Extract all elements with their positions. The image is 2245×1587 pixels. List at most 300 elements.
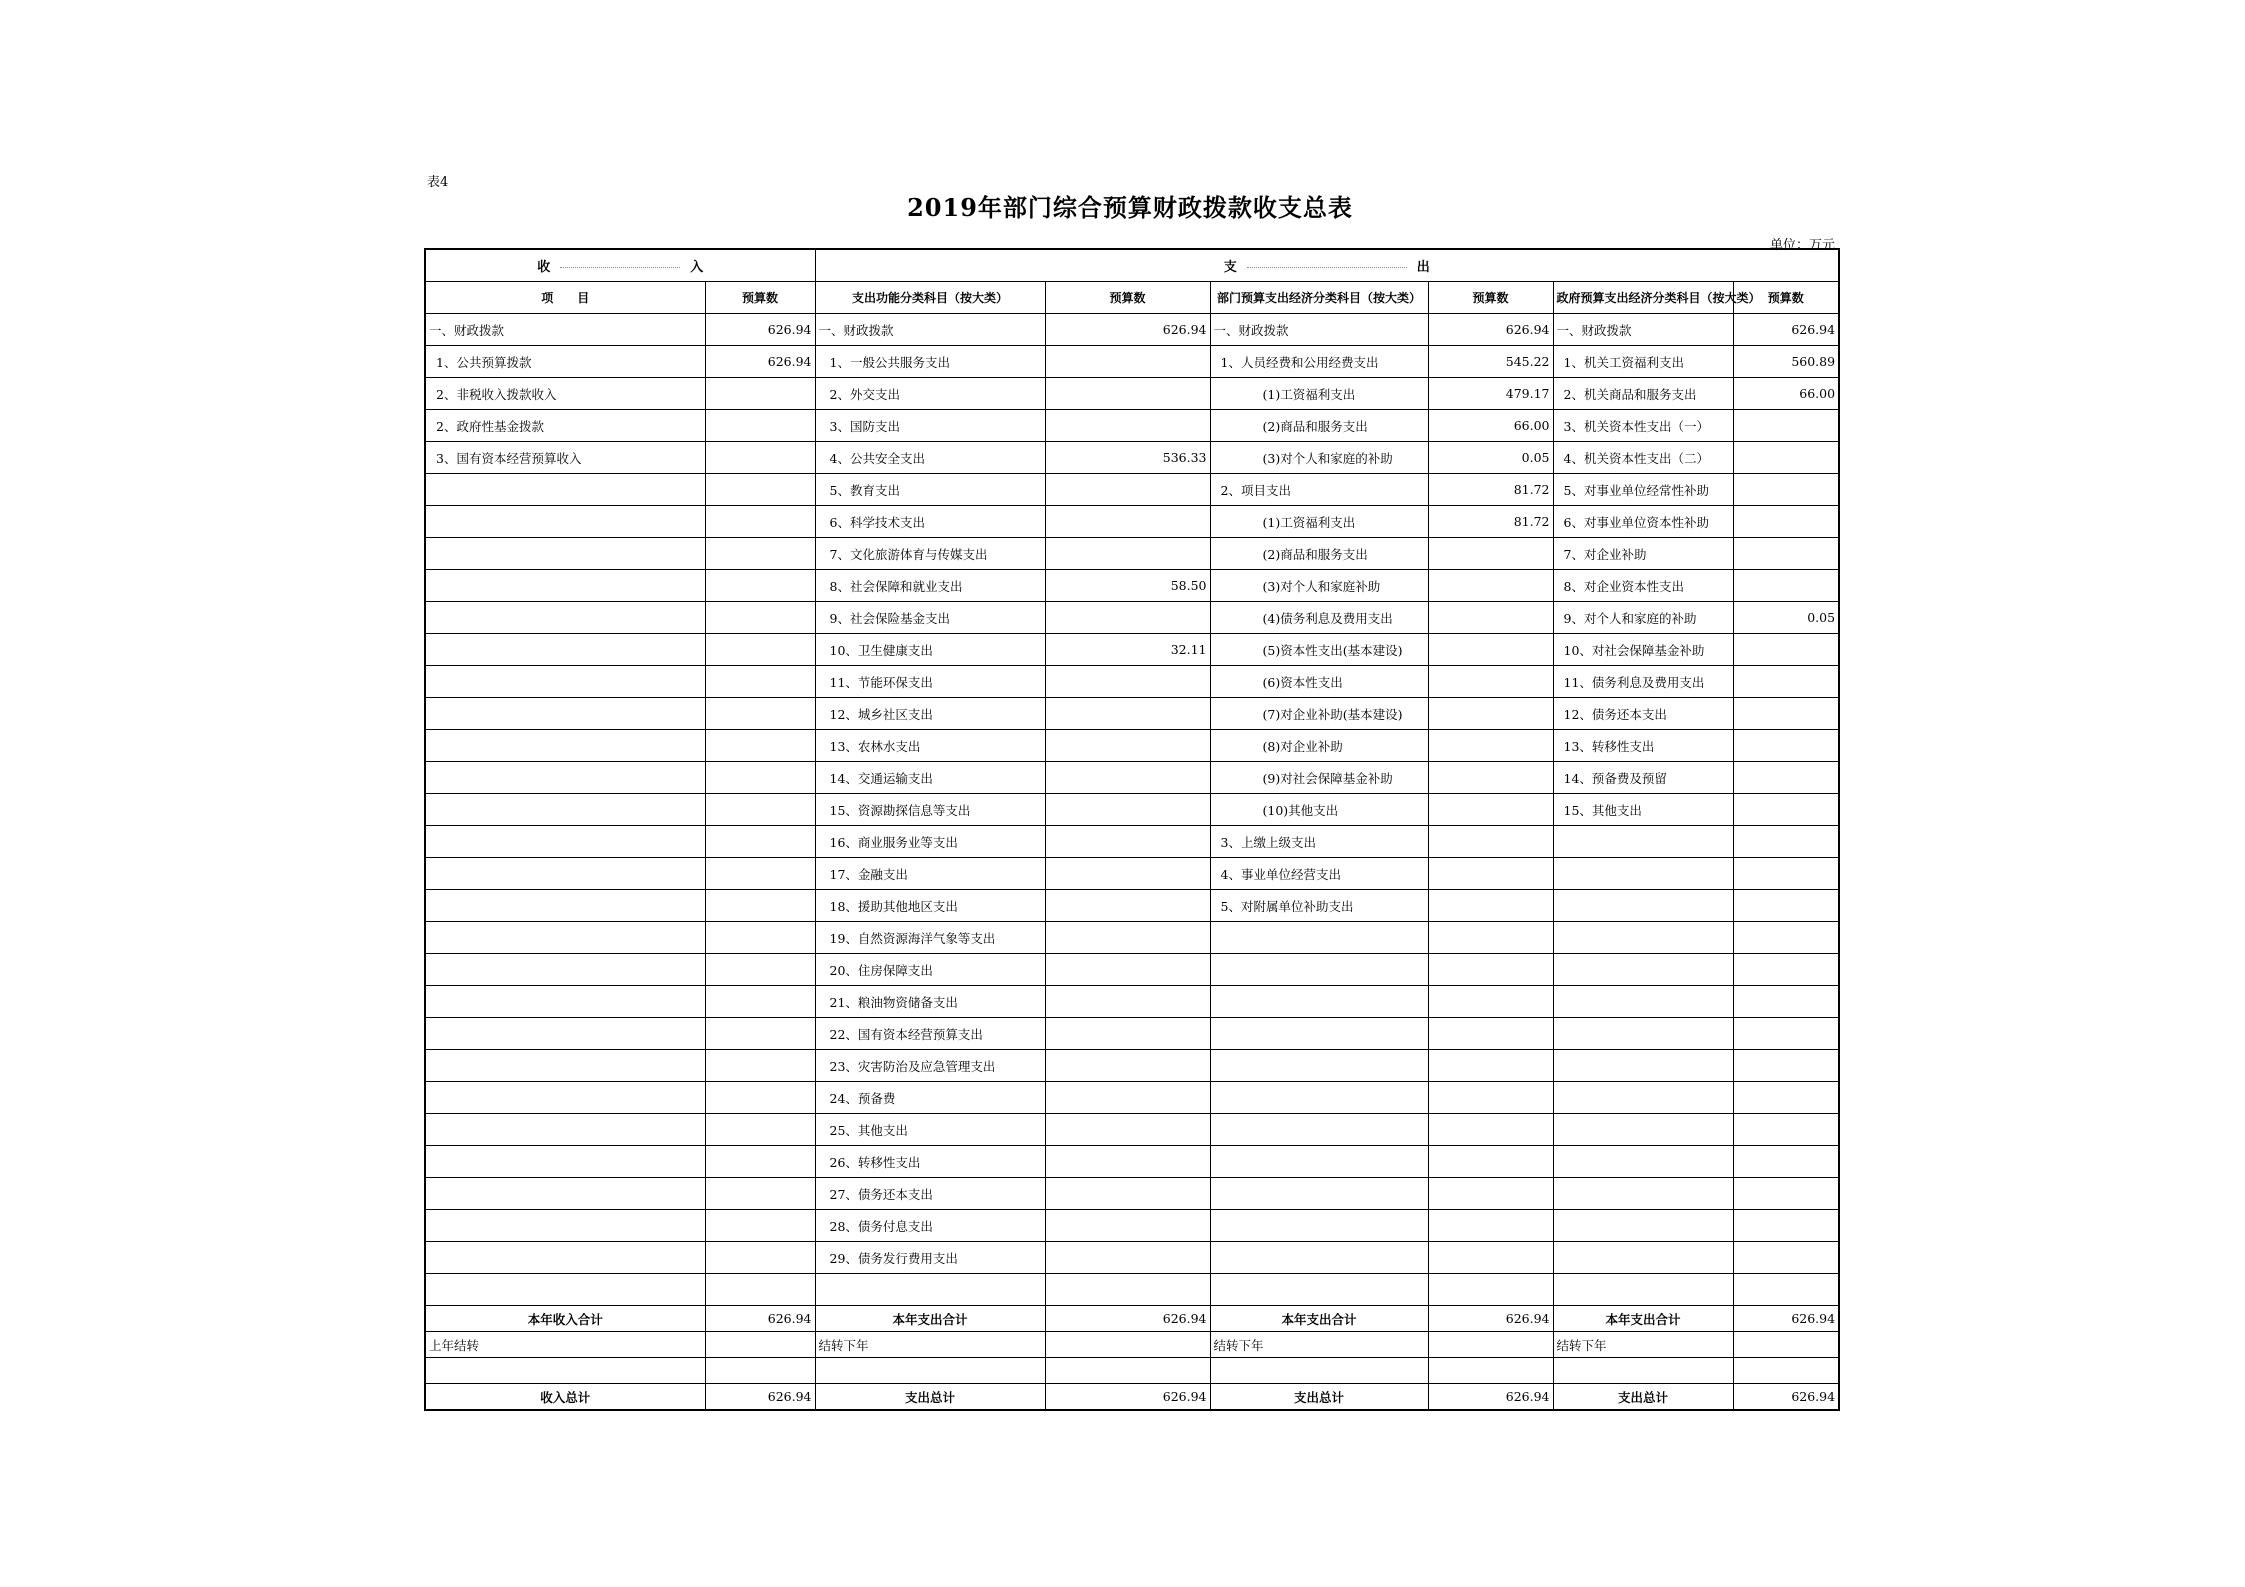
gov-econ-subject-cell	[1553, 986, 1733, 1018]
func-budget-cell	[1045, 1082, 1210, 1114]
cell-empty	[1733, 1332, 1839, 1358]
func-subject-cell: 17、金融支出	[815, 858, 1045, 890]
income-item-cell	[425, 986, 705, 1018]
gov-econ-subject-cell: 10、对社会保障基金补助	[1553, 634, 1733, 666]
income-item-cell	[425, 1178, 705, 1210]
expense-grand-total-label: 支出总计	[815, 1384, 1045, 1411]
income-budget-cell	[705, 1050, 815, 1082]
income-item-cell: 2、政府性基金拨款	[425, 410, 705, 442]
expense-func-grand-total: 626.94	[1045, 1384, 1210, 1411]
gov-econ-subject-cell: 7、对企业补助	[1553, 538, 1733, 570]
gov-econ-subject-cell	[1553, 1018, 1733, 1050]
income-budget-cell	[705, 1178, 815, 1210]
table-row	[425, 1242, 1839, 1274]
dept-econ-budget-cell	[1428, 730, 1553, 762]
dept-econ-budget-cell: 626.94	[1428, 314, 1553, 346]
table-row	[425, 538, 1839, 570]
cell-empty	[1428, 1358, 1553, 1384]
income-item-cell	[425, 762, 705, 794]
income-budget-cell	[705, 570, 815, 602]
func-subject-cell: 10、卫生健康支出	[815, 634, 1045, 666]
table-row	[425, 1050, 1839, 1082]
col-header-item: 项 目	[425, 282, 705, 314]
income-budget-cell	[705, 890, 815, 922]
dept-econ-budget-cell: 66.00	[1428, 410, 1553, 442]
table-row	[425, 410, 1839, 442]
income-budget-cell	[705, 986, 815, 1018]
income-grand-total: 626.94	[705, 1384, 815, 1411]
table-number: 表4	[427, 175, 449, 190]
gov-econ-subject-cell: 15、其他支出	[1553, 794, 1733, 826]
income-item-cell: 1、公共预算拨款	[425, 346, 705, 378]
income-budget-cell	[705, 698, 815, 730]
dept-econ-subject-cell	[1210, 1082, 1428, 1114]
func-subject-cell: 28、债务付息支出	[815, 1210, 1045, 1242]
table-row	[425, 602, 1839, 634]
dept-econ-budget-cell: 81.72	[1428, 506, 1553, 538]
dept-econ-budget-cell: 479.17	[1428, 378, 1553, 410]
dept-econ-subject-cell: (5)资本性支出(基本建设)	[1210, 634, 1428, 666]
gov-econ-budget-cell	[1733, 794, 1839, 826]
table-row	[425, 986, 1839, 1018]
func-subject-cell: 24、预备费	[815, 1082, 1045, 1114]
func-budget-cell: 536.33	[1045, 442, 1210, 474]
func-subject-cell: 27、债务还本支出	[815, 1178, 1045, 1210]
income-item-cell	[425, 506, 705, 538]
gov-econ-subject-cell: 12、债务还本支出	[1553, 698, 1733, 730]
gov-econ-subject-cell: 1、机关工资福利支出	[1553, 346, 1733, 378]
dept-econ-budget-cell	[1428, 794, 1553, 826]
dept-econ-subject-cell	[1210, 922, 1428, 954]
dept-econ-budget-cell	[1428, 538, 1553, 570]
cell-empty	[1210, 1358, 1428, 1384]
dept-econ-budget-cell	[1428, 1082, 1553, 1114]
gov-econ-budget-cell	[1733, 922, 1839, 954]
table-row	[425, 634, 1839, 666]
gov-econ-subject-cell: 13、转移性支出	[1553, 730, 1733, 762]
expense-dept-grand-total: 626.94	[1428, 1384, 1553, 1411]
dept-econ-subject-cell: (7)对企业补助(基本建设)	[1210, 698, 1428, 730]
dept-econ-budget-cell	[1428, 1018, 1553, 1050]
income-budget-cell	[705, 1210, 815, 1242]
func-budget-cell: 32.11	[1045, 634, 1210, 666]
income-budget-cell	[705, 1082, 815, 1114]
table-row	[425, 1274, 1839, 1306]
gov-econ-subject-cell: 14、预备费及预留	[1553, 762, 1733, 794]
cell-empty	[1733, 1358, 1839, 1384]
expense-year-total-label: 本年支出合计	[1553, 1306, 1733, 1332]
cell-empty	[705, 1332, 815, 1358]
income-item-cell	[425, 1018, 705, 1050]
func-subject-cell: 20、住房保障支出	[815, 954, 1045, 986]
expense-year-total-label: 本年支出合计	[1210, 1306, 1428, 1332]
income-item-cell	[425, 922, 705, 954]
func-budget-cell	[1045, 602, 1210, 634]
income-budget-cell	[705, 1146, 815, 1178]
func-subject-cell: 16、商业服务业等支出	[815, 826, 1045, 858]
table-row	[425, 346, 1839, 378]
func-subject-cell: 14、交通运输支出	[815, 762, 1045, 794]
income-item-cell	[425, 890, 705, 922]
dept-econ-budget-cell	[1428, 922, 1553, 954]
func-budget-cell	[1045, 666, 1210, 698]
dept-econ-subject-cell	[1210, 1210, 1428, 1242]
income-item-cell	[425, 1274, 705, 1306]
gov-econ-subject-cell	[1553, 954, 1733, 986]
income-budget-cell	[705, 602, 815, 634]
gov-econ-budget-cell	[1733, 890, 1839, 922]
table-row	[425, 1178, 1839, 1210]
income-budget-cell	[705, 954, 815, 986]
income-item-cell: 3、国有资本经营预算收入	[425, 442, 705, 474]
table-row	[425, 378, 1839, 410]
table-row	[425, 762, 1839, 794]
func-budget-cell	[1045, 986, 1210, 1018]
func-subject-cell: 5、教育支出	[815, 474, 1045, 506]
gov-econ-budget-cell	[1733, 1146, 1839, 1178]
dept-econ-subject-cell: (3)对个人和家庭补助	[1210, 570, 1428, 602]
gov-econ-budget-cell: 0.05	[1733, 602, 1839, 634]
func-subject-cell: 25、其他支出	[815, 1114, 1045, 1146]
func-budget-cell	[1045, 954, 1210, 986]
gov-econ-budget-cell	[1733, 410, 1839, 442]
income-item-cell: 一、财政拨款	[425, 314, 705, 346]
dept-econ-subject-cell: 3、上缴上级支出	[1210, 826, 1428, 858]
dept-econ-budget-cell	[1428, 1242, 1553, 1274]
income-budget-cell	[705, 378, 815, 410]
table-row	[425, 1146, 1839, 1178]
budget-table	[424, 248, 1840, 1411]
income-budget-cell	[705, 922, 815, 954]
func-subject-cell: 19、自然资源海洋气象等支出	[815, 922, 1045, 954]
dept-econ-budget-cell	[1428, 986, 1553, 1018]
gov-econ-budget-cell	[1733, 506, 1839, 538]
func-budget-cell	[1045, 1050, 1210, 1082]
table-row	[425, 954, 1839, 986]
dept-econ-subject-cell: (10)其他支出	[1210, 794, 1428, 826]
dept-econ-subject-cell	[1210, 1274, 1428, 1306]
table-row	[425, 506, 1839, 538]
dept-econ-budget-cell	[1428, 1050, 1553, 1082]
income-budget-cell	[705, 538, 815, 570]
income-item-cell	[425, 1082, 705, 1114]
last-year-carry-label: 上年结转	[425, 1332, 705, 1358]
gov-econ-budget-cell	[1733, 730, 1839, 762]
dept-econ-subject-cell	[1210, 986, 1428, 1018]
income-budget-cell	[705, 762, 815, 794]
gov-econ-subject-cell	[1553, 1242, 1733, 1274]
gov-econ-budget-cell: 66.00	[1733, 378, 1839, 410]
income-budget-cell	[705, 1114, 815, 1146]
next-year-carry-label: 结转下年	[1553, 1332, 1733, 1358]
page-title: 2019年部门综合预算财政拨款收支总表	[907, 193, 1353, 222]
dept-econ-subject-cell	[1210, 1114, 1428, 1146]
dept-econ-subject-cell: (1)工资福利支出	[1210, 378, 1428, 410]
table-row	[425, 826, 1839, 858]
dept-econ-subject-cell: (2)商品和服务支出	[1210, 538, 1428, 570]
gov-econ-subject-cell	[1553, 1114, 1733, 1146]
func-budget-cell	[1045, 346, 1210, 378]
dept-econ-budget-cell	[1428, 570, 1553, 602]
income-item-cell	[425, 826, 705, 858]
table-row	[425, 1210, 1839, 1242]
func-subject-cell: 23、灾害防治及应急管理支出	[815, 1050, 1045, 1082]
col-header-budget: 预算数	[705, 282, 815, 314]
income-item-cell	[425, 954, 705, 986]
dept-econ-budget-cell	[1428, 858, 1553, 890]
func-subject-cell: 2、外交支出	[815, 378, 1045, 410]
income-budget-cell	[705, 474, 815, 506]
gov-econ-subject-cell: 11、债务利息及费用支出	[1553, 666, 1733, 698]
dept-econ-subject-cell: 4、事业单位经营支出	[1210, 858, 1428, 890]
expense-grand-total-label: 支出总计	[1210, 1384, 1428, 1411]
income-budget-cell	[705, 1018, 815, 1050]
dept-econ-budget-cell	[1428, 666, 1553, 698]
dept-econ-subject-cell	[1210, 1018, 1428, 1050]
gov-econ-budget-cell	[1733, 762, 1839, 794]
income-item-cell	[425, 666, 705, 698]
dept-econ-budget-cell: 545.22	[1428, 346, 1553, 378]
gov-econ-subject-cell: 4、机关资本性支出（二）	[1553, 442, 1733, 474]
col-header-func-subject: 支出功能分类科目（按大类）	[815, 282, 1045, 314]
func-subject-cell: 29、债务发行费用支出	[815, 1242, 1045, 1274]
expense-func-year-total: 626.94	[1045, 1306, 1210, 1332]
func-subject-cell: 一、财政拨款	[815, 314, 1045, 346]
table-row	[425, 1114, 1839, 1146]
gov-econ-subject-cell: 一、财政拨款	[1553, 314, 1733, 346]
gov-econ-budget-cell	[1733, 986, 1839, 1018]
func-subject-cell: 4、公共安全支出	[815, 442, 1045, 474]
cell-empty	[1428, 1332, 1553, 1358]
dept-econ-subject-cell	[1210, 1178, 1428, 1210]
func-budget-cell	[1045, 474, 1210, 506]
gov-econ-budget-cell	[1733, 1210, 1839, 1242]
func-subject-cell: 11、节能环保支出	[815, 666, 1045, 698]
income-item-cell	[425, 1146, 705, 1178]
func-budget-cell	[1045, 1210, 1210, 1242]
gov-econ-budget-cell	[1733, 1274, 1839, 1306]
dept-econ-subject-cell: 一、财政拨款	[1210, 314, 1428, 346]
table-row	[425, 922, 1839, 954]
func-budget-cell	[1045, 890, 1210, 922]
func-budget-cell	[1045, 826, 1210, 858]
gov-econ-budget-cell	[1733, 666, 1839, 698]
func-subject-cell: 6、科学技术支出	[815, 506, 1045, 538]
table-row	[425, 698, 1839, 730]
income-budget-cell	[705, 1274, 815, 1306]
table-row	[425, 666, 1839, 698]
income-item-cell	[425, 1242, 705, 1274]
func-budget-cell	[1045, 506, 1210, 538]
func-subject-cell: 3、国防支出	[815, 410, 1045, 442]
income-budget-cell: 626.94	[705, 314, 815, 346]
income-budget-cell	[705, 826, 815, 858]
dept-econ-subject-cell	[1210, 1242, 1428, 1274]
next-year-carry-label: 结转下年	[1210, 1332, 1428, 1358]
table-row	[425, 890, 1839, 922]
income-item-cell	[425, 474, 705, 506]
gov-econ-budget-cell	[1733, 1018, 1839, 1050]
dept-econ-budget-cell	[1428, 762, 1553, 794]
func-budget-cell	[1045, 410, 1210, 442]
func-budget-cell	[1045, 1114, 1210, 1146]
dept-econ-budget-cell	[1428, 954, 1553, 986]
dept-econ-subject-cell: (4)债务利息及费用支出	[1210, 602, 1428, 634]
income-item-cell	[425, 570, 705, 602]
income-year-total-label: 本年收入合计	[425, 1306, 705, 1332]
gov-econ-budget-cell	[1733, 1178, 1839, 1210]
func-budget-cell	[1045, 1146, 1210, 1178]
col-header-dept-econ: 部门预算支出经济分类科目（按大类）	[1210, 282, 1428, 314]
gov-econ-subject-cell	[1553, 1050, 1733, 1082]
dept-econ-subject-cell: (2)商品和服务支出	[1210, 410, 1428, 442]
func-budget-cell	[1045, 794, 1210, 826]
dept-econ-subject-cell: (3)对个人和家庭的补助	[1210, 442, 1428, 474]
func-subject-cell: 13、农林水支出	[815, 730, 1045, 762]
table-row	[425, 794, 1839, 826]
gov-econ-budget-cell	[1733, 1242, 1839, 1274]
func-subject-cell: 18、援助其他地区支出	[815, 890, 1045, 922]
income-item-cell	[425, 698, 705, 730]
func-budget-cell	[1045, 1242, 1210, 1274]
func-subject-cell: 9、社会保险基金支出	[815, 602, 1045, 634]
income-item-cell	[425, 1050, 705, 1082]
expense-dept-year-total: 626.94	[1428, 1306, 1553, 1332]
income-item-cell	[425, 1114, 705, 1146]
cell-empty	[1553, 1358, 1733, 1384]
income-budget-cell: 626.94	[705, 346, 815, 378]
gov-econ-budget-cell	[1733, 1082, 1839, 1114]
func-subject-cell: 26、转移性支出	[815, 1146, 1045, 1178]
dept-econ-budget-cell: 0.05	[1428, 442, 1553, 474]
gov-econ-subject-cell: 9、对个人和家庭的补助	[1553, 602, 1733, 634]
cell-empty	[425, 1358, 705, 1384]
gov-econ-budget-cell	[1733, 1050, 1839, 1082]
func-budget-cell	[1045, 538, 1210, 570]
gov-econ-subject-cell	[1553, 1178, 1733, 1210]
dept-econ-subject-cell: 1、人员经费和公用经费支出	[1210, 346, 1428, 378]
gov-econ-subject-cell	[1553, 922, 1733, 954]
income-budget-cell	[705, 410, 815, 442]
col-header-budget: 预算数	[1428, 282, 1553, 314]
dept-econ-subject-cell: (8)对企业补助	[1210, 730, 1428, 762]
income-budget-cell	[705, 858, 815, 890]
next-year-carry-label: 结转下年	[815, 1332, 1045, 1358]
gov-econ-subject-cell: 6、对事业单位资本性补助	[1553, 506, 1733, 538]
table-row	[425, 858, 1839, 890]
gov-econ-budget-cell	[1733, 538, 1839, 570]
table-row	[425, 570, 1839, 602]
func-budget-cell	[1045, 1178, 1210, 1210]
dept-econ-budget-cell	[1428, 1114, 1553, 1146]
gov-econ-subject-cell	[1553, 890, 1733, 922]
table-row	[425, 474, 1839, 506]
expense-gov-year-total: 626.94	[1733, 1306, 1839, 1332]
func-budget-cell	[1045, 378, 1210, 410]
dept-econ-subject-cell: (1)工资福利支出	[1210, 506, 1428, 538]
dept-econ-budget-cell	[1428, 634, 1553, 666]
col-header-budget: 预算数	[1045, 282, 1210, 314]
income-year-total: 626.94	[705, 1306, 815, 1332]
income-item-cell	[425, 730, 705, 762]
gov-econ-subject-cell	[1553, 1274, 1733, 1306]
expense-section-header: 支 出	[815, 249, 1839, 282]
gov-econ-subject-cell: 8、对企业资本性支出	[1553, 570, 1733, 602]
gov-econ-subject-cell	[1553, 1146, 1733, 1178]
income-budget-cell	[705, 794, 815, 826]
func-budget-cell	[1045, 858, 1210, 890]
gov-econ-subject-cell	[1553, 1082, 1733, 1114]
func-budget-cell	[1045, 1274, 1210, 1306]
income-budget-cell	[705, 442, 815, 474]
income-item-cell: 2、非税收入拨款收入	[425, 378, 705, 410]
expense-grand-total-label: 支出总计	[1553, 1384, 1733, 1411]
gov-econ-subject-cell	[1553, 826, 1733, 858]
table-row	[425, 442, 1839, 474]
table-row	[425, 1082, 1839, 1114]
gov-econ-budget-cell	[1733, 634, 1839, 666]
col-header-gov-econ: 政府预算支出经济分类科目（按大类）	[1553, 282, 1733, 314]
gov-econ-budget-cell	[1733, 826, 1839, 858]
income-item-cell	[425, 602, 705, 634]
dept-econ-subject-cell: (9)对社会保障基金补助	[1210, 762, 1428, 794]
expense-year-total-label: 本年支出合计	[815, 1306, 1045, 1332]
table-row	[425, 314, 1839, 346]
gov-econ-subject-cell: 5、对事业单位经常性补助	[1553, 474, 1733, 506]
gov-econ-budget-cell	[1733, 570, 1839, 602]
dept-econ-subject-cell	[1210, 1146, 1428, 1178]
gov-econ-subject-cell	[1553, 1210, 1733, 1242]
func-subject-cell: 22、国有资本经营预算支出	[815, 1018, 1045, 1050]
income-budget-cell	[705, 666, 815, 698]
dept-econ-subject-cell: 5、对附属单位补助支出	[1210, 890, 1428, 922]
income-item-cell	[425, 794, 705, 826]
func-budget-cell	[1045, 730, 1210, 762]
table-row	[425, 1018, 1839, 1050]
func-subject-cell: 15、资源勘探信息等支出	[815, 794, 1045, 826]
gov-econ-budget-cell	[1733, 474, 1839, 506]
func-budget-cell	[1045, 762, 1210, 794]
income-budget-cell	[705, 634, 815, 666]
dept-econ-budget-cell	[1428, 890, 1553, 922]
gov-econ-budget-cell	[1733, 954, 1839, 986]
func-budget-cell	[1045, 922, 1210, 954]
dept-econ-budget-cell	[1428, 1274, 1553, 1306]
func-subject-cell	[815, 1274, 1045, 1306]
cell-empty	[1045, 1332, 1210, 1358]
func-budget-cell: 58.50	[1045, 570, 1210, 602]
gov-econ-subject-cell: 3、机关资本性支出（一）	[1553, 410, 1733, 442]
income-budget-cell	[705, 506, 815, 538]
dept-econ-subject-cell: (6)资本性支出	[1210, 666, 1428, 698]
func-budget-cell	[1045, 1018, 1210, 1050]
dept-econ-budget-cell	[1428, 1146, 1553, 1178]
dept-econ-subject-cell: 2、项目支出	[1210, 474, 1428, 506]
func-subject-cell: 7、文化旅游体育与传媒支出	[815, 538, 1045, 570]
expense-gov-grand-total: 626.94	[1733, 1384, 1839, 1411]
func-subject-cell: 12、城乡社区支出	[815, 698, 1045, 730]
gov-econ-budget-cell	[1733, 442, 1839, 474]
table-row	[425, 730, 1839, 762]
func-subject-cell: 1、一般公共服务支出	[815, 346, 1045, 378]
gov-econ-subject-cell	[1553, 858, 1733, 890]
dept-econ-budget-cell	[1428, 698, 1553, 730]
cell-empty	[815, 1358, 1045, 1384]
func-subject-cell: 8、社会保障和就业支出	[815, 570, 1045, 602]
gov-econ-budget-cell	[1733, 698, 1839, 730]
cell-empty	[705, 1358, 815, 1384]
income-budget-cell	[705, 730, 815, 762]
